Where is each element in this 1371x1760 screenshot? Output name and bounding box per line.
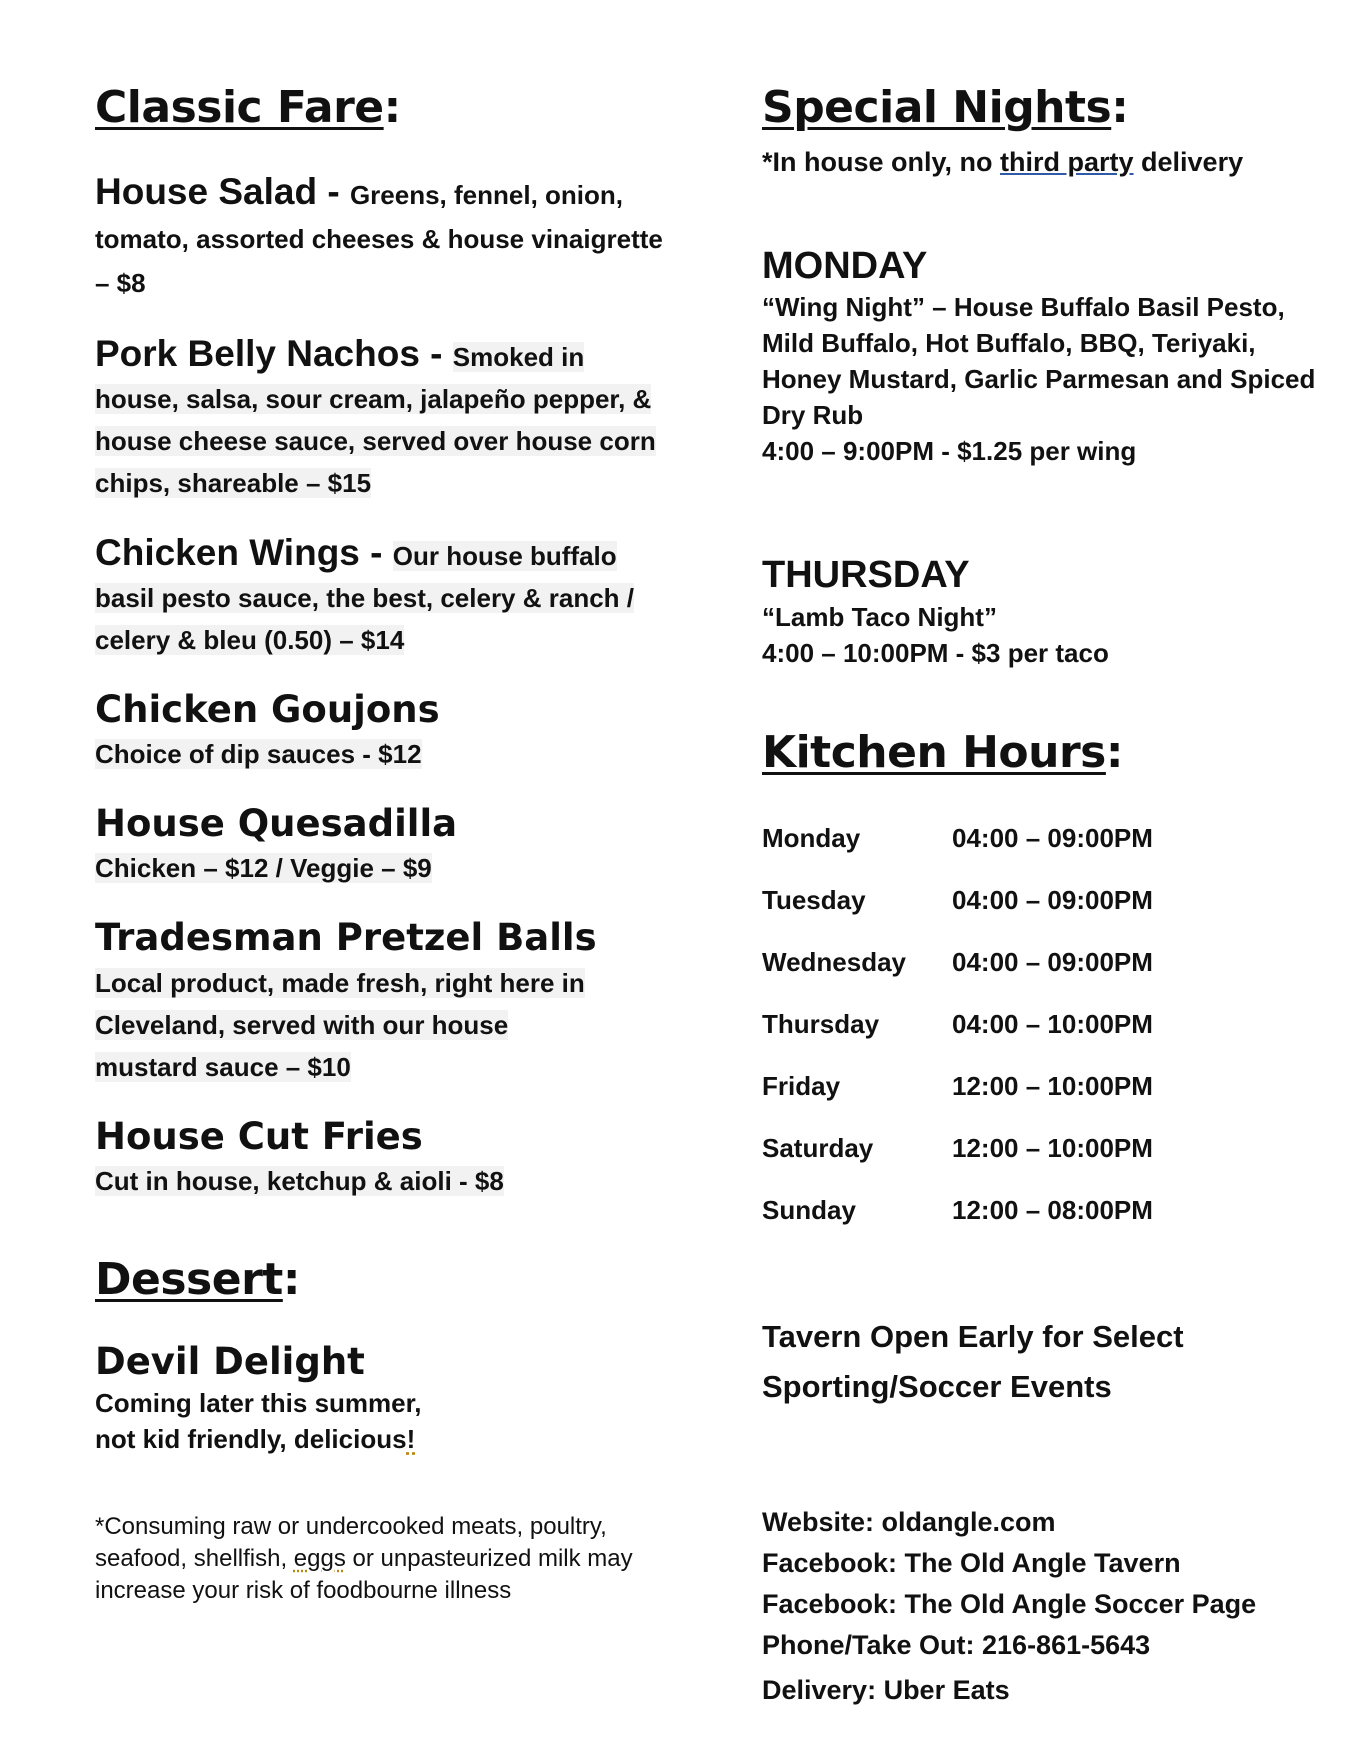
dessert-line-1: Coming later this summer,: [95, 1387, 422, 1418]
contact-delivery: Delivery: Uber Eats: [762, 1674, 1010, 1705]
thursday-time: 4:00 – 10:00PM - $3 per taco: [762, 638, 1109, 669]
hours-row: Monday 04:00 – 09:00PM: [762, 823, 1153, 854]
left-column: [95, 82, 675, 1607]
monday-desc: “Wing Night” – House Buffalo Basil Pesto, Mild Buffalo, Hot Buffalo, BBQ, Teriyaki, Honey Mustard, Garlic Parmesan and Spiced Dry Rub: [762, 292, 1316, 431]
special-monday: [762, 244, 1342, 470]
hours-row: Wednesday 04:00 – 09:00PM: [762, 947, 1153, 978]
hours-row: Thursday 04:00 – 10:00PM: [762, 1009, 1153, 1040]
menu-item-chicken-goujons: [95, 687, 675, 775]
item-name: Devil Delight: [95, 1339, 365, 1383]
contact-facebook-soccer: Facebook: The Old Angle Soccer Page: [762, 1588, 1257, 1619]
thursday-title: THURSDAY: [762, 554, 970, 597]
classic-fare-title: Classic Fare:: [95, 82, 401, 133]
menu-item-chicken-wings: [95, 530, 675, 661]
hours-row: Sunday 12:00 – 08:00PM: [762, 1195, 1153, 1226]
kitchen-hours-table: [762, 808, 1153, 1242]
menu-item-devil-delight: [95, 1339, 675, 1457]
menu-item-house-quesadilla: [95, 801, 675, 889]
special-nights-note: *In house only, no third party delivery: [762, 146, 1244, 177]
monday-time: 4:00 – 9:00PM - $1.25 per wing: [762, 436, 1137, 467]
dessert-line-2: not kid friendly, delicious!: [95, 1423, 416, 1454]
kitchen-hours-title: Kitchen Hours:: [762, 727, 1123, 779]
monday-title: MONDAY: [762, 244, 928, 287]
item-desc: Smoked in house, salsa, sour cream, jalapeño pepper, & house cheese sauce, served over house corn chips, shareable – $15: [95, 341, 656, 498]
item-desc: Cut in house, ketchup & aioli - $8: [95, 1165, 504, 1196]
item-name: Chicken Wings -: [95, 531, 393, 573]
tavern-open-early-note: Tavern Open Early for Select Sporting/Soccer Events: [762, 1318, 1184, 1404]
contact-website: Website: oldangle.com: [762, 1506, 1056, 1537]
item-desc: Our house buffalo basil pesto sauce, the best, celery & ranch / celery & bleu (0.50) – $14: [95, 540, 634, 655]
hours-row: Saturday 12:00 – 10:00PM: [762, 1133, 1153, 1164]
item-name: House Quesadilla: [95, 802, 458, 846]
contact-block: [762, 1502, 1342, 1711]
item-name: House Salad -: [95, 170, 350, 212]
food-safety-disclaimer: *Consuming raw or undercooked meats, poultry, seafood, shellfish, eggs or unpasteurized milk may increase your risk of foodbourne illness: [95, 1512, 633, 1604]
item-desc: Local product, made fresh, right here in Cleveland, served with our house mustard sauce – $10: [95, 967, 585, 1082]
item-name: Chicken Goujons: [95, 687, 440, 731]
item-desc: Choice of dip sauces - $12: [95, 739, 422, 770]
item-desc: Chicken – $12 / Veggie – $9: [95, 853, 432, 884]
hours-row: Friday 12:00 – 10:00PM: [762, 1071, 1153, 1102]
menu-item-house-salad: [95, 169, 675, 305]
item-name: Pork Belly Nachos -: [95, 332, 453, 374]
dessert-title: Dessert:: [95, 1253, 300, 1305]
special-thursday: [762, 553, 1342, 671]
special-nights-title: Special Nights:: [762, 82, 1129, 133]
item-name: Tradesman Pretzel Balls: [95, 916, 597, 960]
contact-facebook-tavern: Facebook: The Old Angle Tavern: [762, 1547, 1181, 1578]
right-column: [762, 82, 1342, 1711]
menu-item-house-cut-fries: [95, 1114, 675, 1202]
thursday-desc: “Lamb Taco Night”: [762, 602, 997, 633]
hours-row: Tuesday 04:00 – 09:00PM: [762, 885, 1153, 916]
contact-phone: Phone/Take Out: 216-861-5643: [762, 1629, 1151, 1660]
menu-item-pork-belly-nachos: [95, 331, 675, 504]
item-desc: Greens, fennel, onion, tomato, assorted cheeses & house vinaigrette – $8: [95, 179, 663, 298]
item-name: House Cut Fries: [95, 1114, 423, 1158]
menu-item-pretzel-balls: [95, 915, 675, 1087]
